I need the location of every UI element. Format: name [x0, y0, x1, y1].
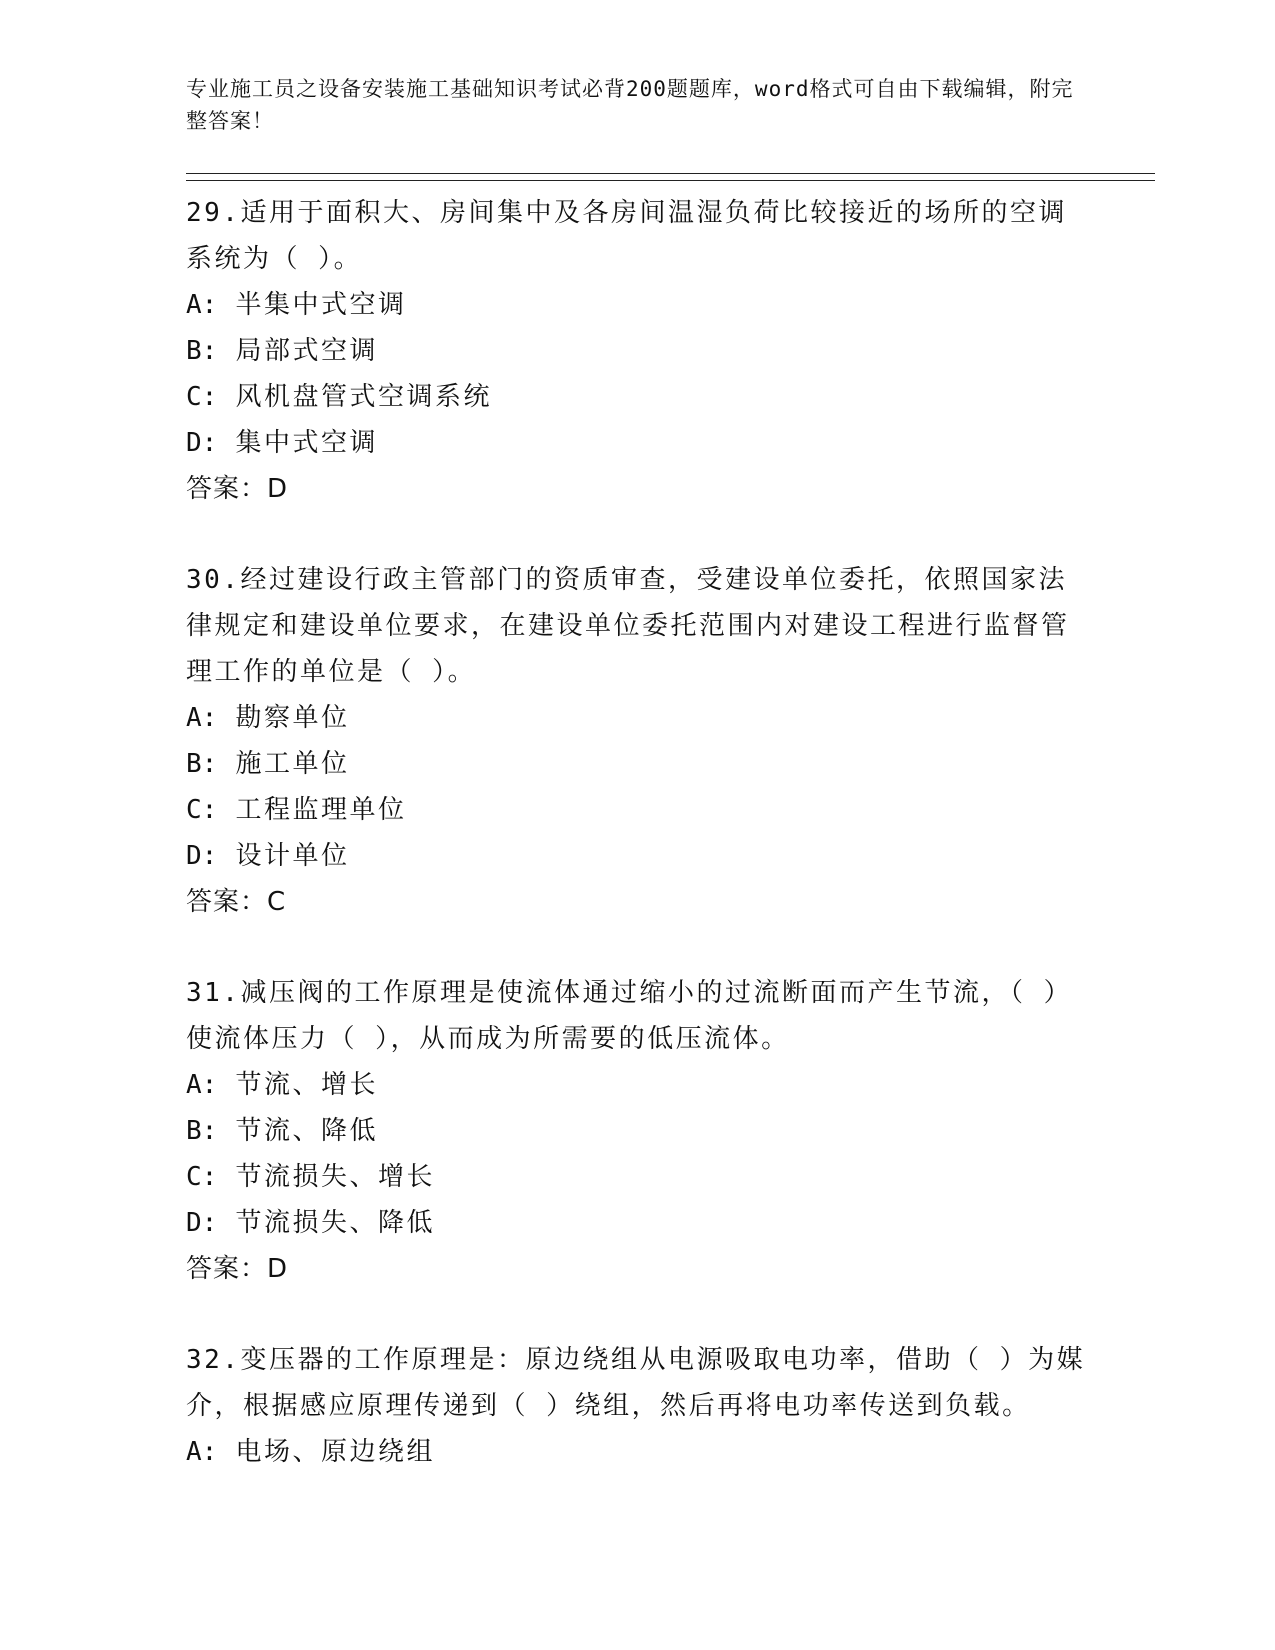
option-text: 节流损失、降低	[235, 1208, 435, 1238]
option-a	[186, 1062, 1086, 1108]
option-text: 节流损失、增长	[235, 1162, 435, 1192]
question-text: 32.变压器的工作原理是：原边绕组从电源吸取电功率，借助（ ）为媒介，根据感应原理传递到（ ）绕组，然后再将电功率传送到负载。	[186, 1345, 1086, 1421]
option-c	[186, 787, 1086, 833]
option-letter: C:	[186, 1162, 218, 1192]
document-header: 专业施工员之设备安装施工基础知识考试必背200题题库，word格式可自由下载编辑，附完整答案！	[186, 77, 1074, 133]
answer: 答案：C	[186, 887, 287, 917]
question-text: 31.减压阀的工作原理是使流体通过缩小的过流断面而产生节流，（ ）使流体压力（ ），从而成为所需要的低压流体。	[186, 978, 1073, 1054]
question-31	[186, 970, 1086, 1292]
answer: 答案：D	[186, 474, 289, 504]
option-d	[186, 833, 1086, 879]
option-a	[186, 282, 1086, 328]
option-text: 集中式空调	[235, 428, 378, 458]
option-letter: A:	[186, 290, 218, 320]
option-letter: B:	[186, 749, 218, 779]
question-32	[186, 1337, 1086, 1475]
option-a	[186, 695, 1086, 741]
option-d	[186, 420, 1086, 466]
option-letter: A:	[186, 1437, 218, 1467]
option-letter: C:	[186, 382, 218, 412]
option-letter: B:	[186, 1116, 218, 1146]
option-text: 电场、原边绕组	[235, 1437, 435, 1467]
question-text: 29.适用于面积大、房间集中及各房间温湿负荷比较接近的场所的空调系统为（ ）。	[186, 198, 1067, 274]
option-b	[186, 328, 1086, 374]
option-letter: B:	[186, 336, 218, 366]
question-30	[186, 557, 1086, 925]
option-text: 节流、降低	[235, 1116, 378, 1146]
option-text: 局部式空调	[235, 336, 378, 366]
option-letter: A:	[186, 703, 218, 733]
option-text: 工程监理单位	[235, 795, 407, 825]
option-d	[186, 1200, 1086, 1246]
header-rule-bottom	[186, 180, 1155, 181]
option-text: 设计单位	[235, 841, 350, 871]
question-list	[186, 190, 1086, 1520]
option-a	[186, 1429, 1086, 1475]
option-text: 施工单位	[235, 749, 350, 779]
option-text: 节流、增长	[235, 1070, 378, 1100]
option-b	[186, 741, 1086, 787]
option-letter: A:	[186, 1070, 218, 1100]
option-text: 风机盘管式空调系统	[235, 382, 492, 412]
option-text: 勘察单位	[235, 703, 350, 733]
option-c	[186, 374, 1086, 420]
option-letter: D:	[186, 428, 218, 458]
option-b	[186, 1108, 1086, 1154]
option-letter: D:	[186, 841, 218, 871]
question-text: 30.经过建设行政主管部门的资质审查，受建设单位委托，依照国家法律规定和建设单位要求，在建设单位委托范围内对建设工程进行监督管理工作的单位是（ ）。	[186, 565, 1070, 687]
option-c	[186, 1154, 1086, 1200]
header-rule-top	[186, 173, 1155, 174]
option-text: 半集中式空调	[235, 290, 407, 320]
answer: 答案：D	[186, 1254, 289, 1284]
question-29	[186, 190, 1086, 512]
option-letter: C:	[186, 795, 218, 825]
option-letter: D:	[186, 1208, 218, 1238]
